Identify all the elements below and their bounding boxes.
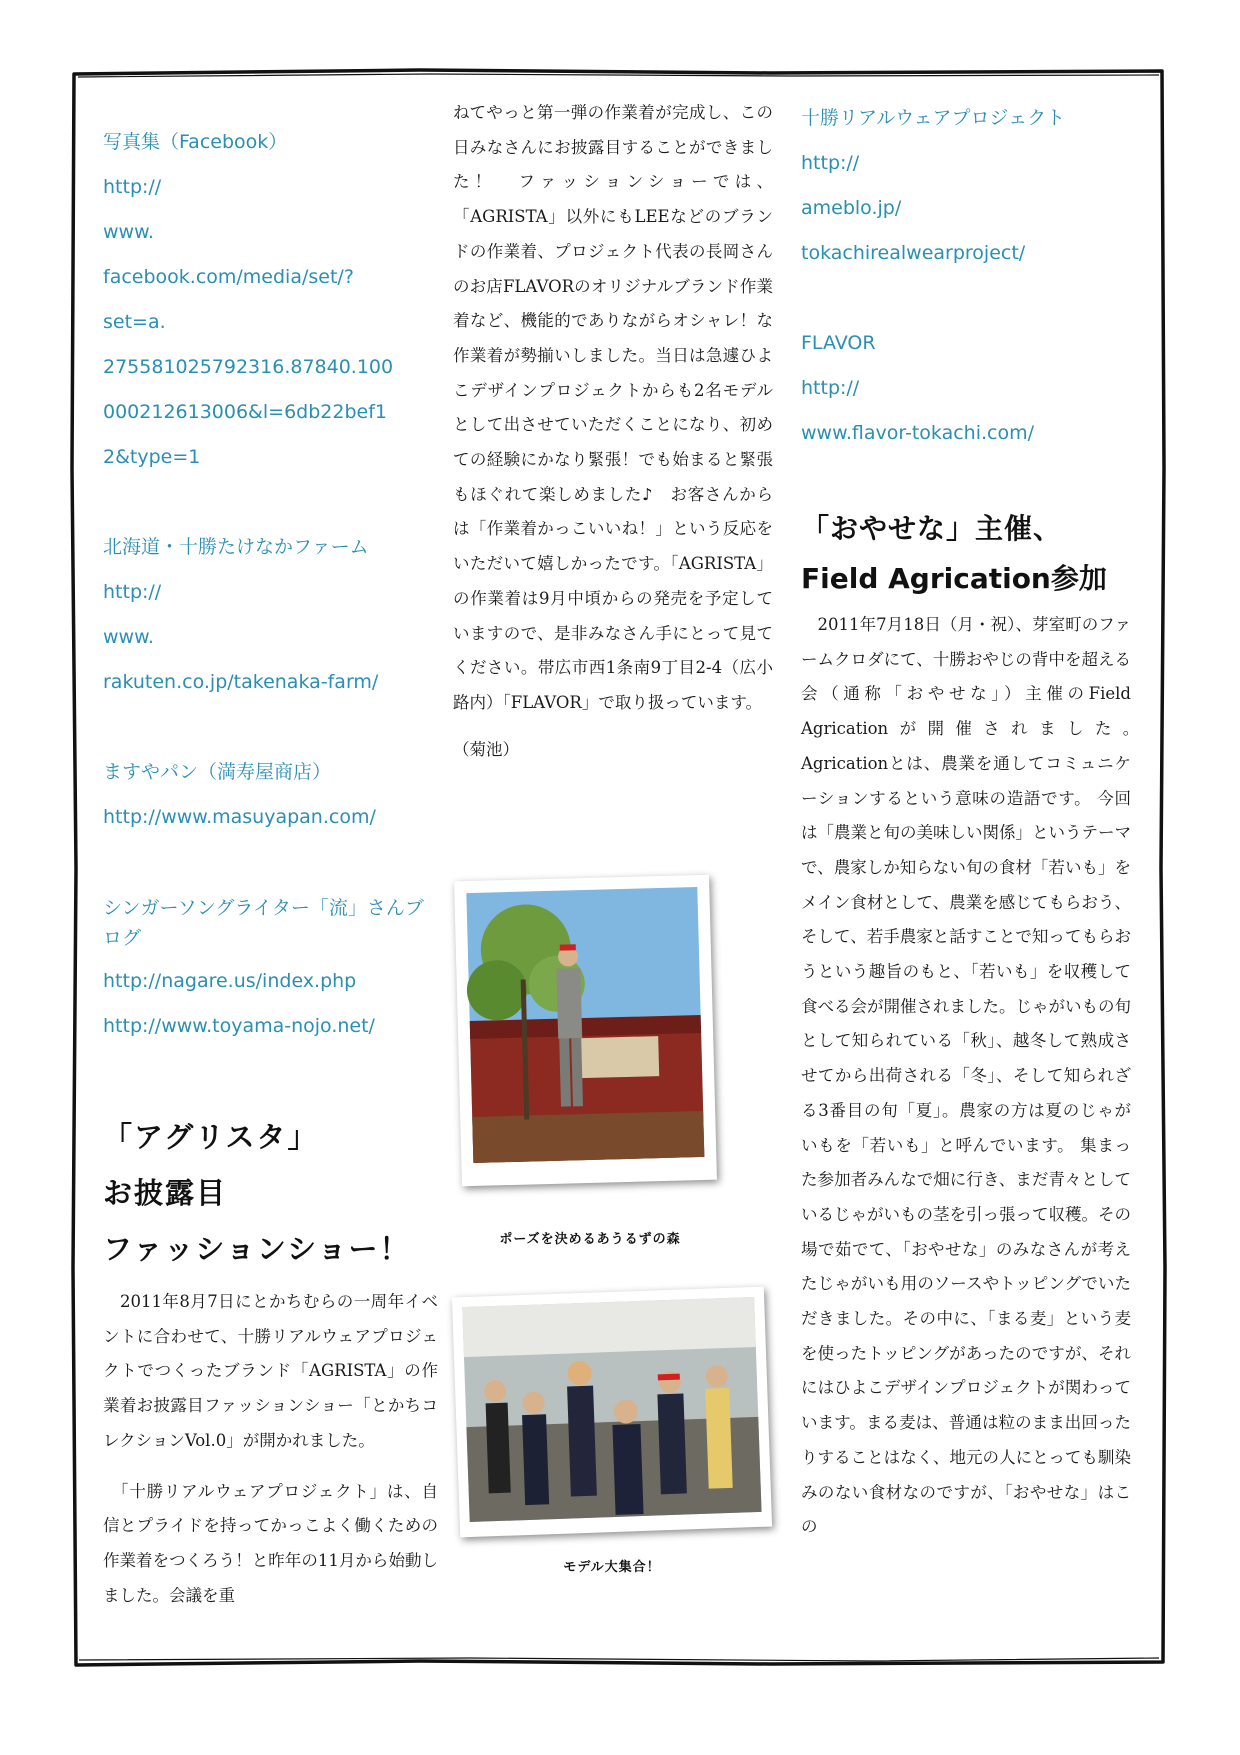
author-credit: （菊池） [453, 739, 519, 759]
link-line[interactable]: ameblo.jp/ [801, 197, 902, 219]
heading-line: Field Agrication参加 [801, 562, 1107, 595]
photo-image [454, 875, 717, 1187]
photo-caption-pose: ポーズを決めるあうるずの森 [499, 1232, 681, 1247]
link-line[interactable]: http://www.masuyapan.com/ [103, 806, 376, 828]
heading-line: 「おやせな」主催、 [801, 512, 1063, 545]
link-label: 写真集（Facebook） [103, 131, 288, 153]
photo-models [452, 1287, 772, 1538]
heading-line: 「アグリスタ」 [103, 1120, 319, 1154]
paragraph: 2011年7月18日（月・祝）、芽室町のファームクロダにて、十勝おやじの背中を超える会（通称「おやせな」）主催のField Agricationが開催されました。 Agricationとは、農業を通してコミュニケーションするという意味の造語です。 今回は「農業と旬の美味しい関係」というテーマで、農家しか知らない旬の食材「若いも」をメイン食材として、農業を感じてもらおう、そして、若手農家と話すことで知ってもらおうという趣旨のもと、「若いも」を収穫して食べる会が開催されました。じゃがいもの旬として知られている「秋」、越冬して熟成させてから出荷される「冬」、そして知られざる3番目の旬「夏」。農家の方は夏のじゃがいもを「若いも」と呼んでいます。 集まった参加者みんなで畑に行き、まだ青々としているじゃがいもの茎を引っ張って収穫。その場で茹でて、「おやせな」のみなさんが考えたじゃがいも用のソースやトッピングでいただきました。その中に、「まる麦」という麦を使ったトッピングがあったのですが、それにはひよこデザインプロジェクトが関わっています。まる麦は、普通は粒のまま出回ったりすることはなく、地元の人にとっても馴染みのない食材なのですが、「おやせな」はこの [801, 615, 1148, 1537]
link-line[interactable]: tokachirealwearproject/ [801, 242, 1026, 264]
link-label: シンガーソングライター「流」さんブログ [103, 897, 424, 949]
column-left [103, 120, 438, 1613]
link-block-nagare [103, 893, 438, 1049]
column-right [801, 96, 1148, 1545]
photo-pose [454, 875, 717, 1187]
link-line[interactable]: http:// [801, 377, 860, 399]
link-label: 十勝リアルウェアプロジェクト [801, 107, 1066, 129]
link-line[interactable]: http:// [103, 176, 162, 198]
link-line[interactable]: http:// [103, 581, 162, 603]
link-block-takenaka [103, 525, 438, 705]
link-label: 北海道・十勝たけなかファーム [103, 536, 369, 558]
heading-line: ファッションショー！ [103, 1232, 411, 1266]
paragraph: ねてやっと第一弾の作業着が完成し、この日みなさんにお披露目することができました！ ファッションショーでは、「AGRISTA」以外にもLEEなどのブランドの作業着、プロジェクト代表の長岡さんのお店FLAVORのオリジナルブランド作業着など、機能的でありながらオシャレ！な作業着が勢揃いしました。当日は急遽ひよこデザインプロジェクトからも2名モデルとして出させていただくことになり、初めての経験にかなり緊張！でも始まると緊張もほぐれて楽しめました♪ お客さんからは「作業着かっこいいね！」という反応をいただいて嬉しかったです。「AGRISTA」の作業着は9月中頃からの発売を予定していますので、是非みなさん手にとって見てください。帯広市西1条南9丁目2-4（広小路内）「FLAVOR」で取り扱っています。 [453, 103, 773, 712]
link-line[interactable]: http://www.toyama-nojo.net/ [103, 1015, 375, 1037]
article-body-agrista [103, 1285, 438, 1613]
link-line[interactable]: rakuten.co.jp/takenaka-farm/ [103, 671, 379, 693]
link-block-masuya [103, 750, 438, 840]
link-line[interactable]: www. [103, 221, 154, 243]
article-body-oyasena [801, 608, 1148, 1545]
link-line[interactable]: 275581025792316.87840.100 [103, 356, 394, 378]
article-heading-agrista [103, 1109, 438, 1277]
article-body-continued [453, 96, 773, 767]
link-block-realwear [801, 96, 1131, 276]
photo-image [452, 1287, 772, 1538]
link-label: FLAVOR [801, 332, 876, 354]
link-line[interactable]: www. [103, 626, 154, 648]
link-line[interactable]: 2&type=1 [103, 446, 201, 468]
article-heading-oyasena [801, 504, 1131, 604]
link-block-flavor [801, 321, 1131, 456]
link-label: ますやパン（満寿屋商店） [103, 761, 332, 783]
link-line[interactable]: www.flavor-tokachi.com/ [801, 422, 1035, 444]
column-middle [453, 96, 773, 767]
heading-line: お披露目 [103, 1176, 228, 1210]
paragraph: 2011年8月7日にとかちむらの一周年イベントに合わせて、十勝リアルウェアプロジェクトでつくったブランド「AGRISTA」の作業着お披露目ファッションショー「とかちコレクションVol.0」が開かれました。 [103, 1292, 438, 1450]
link-line[interactable]: set=a. [103, 311, 166, 333]
link-line[interactable]: facebook.com/media/set/? [103, 266, 354, 288]
link-line[interactable]: http://nagare.us/index.php [103, 970, 357, 992]
link-block-facebook [103, 120, 438, 480]
paragraph: 「十勝リアルウェアプロジェクト」は、自信とプライドを持ってかっこよく働くための作業着をつくろう！と昨年の11月から始動しました。会議を重 [103, 1481, 438, 1605]
photo-caption-models: モデル大集合！ [563, 1560, 661, 1575]
link-line[interactable]: http:// [801, 152, 860, 174]
link-line[interactable]: 000212613006&l=6db22bef1 [103, 401, 387, 423]
